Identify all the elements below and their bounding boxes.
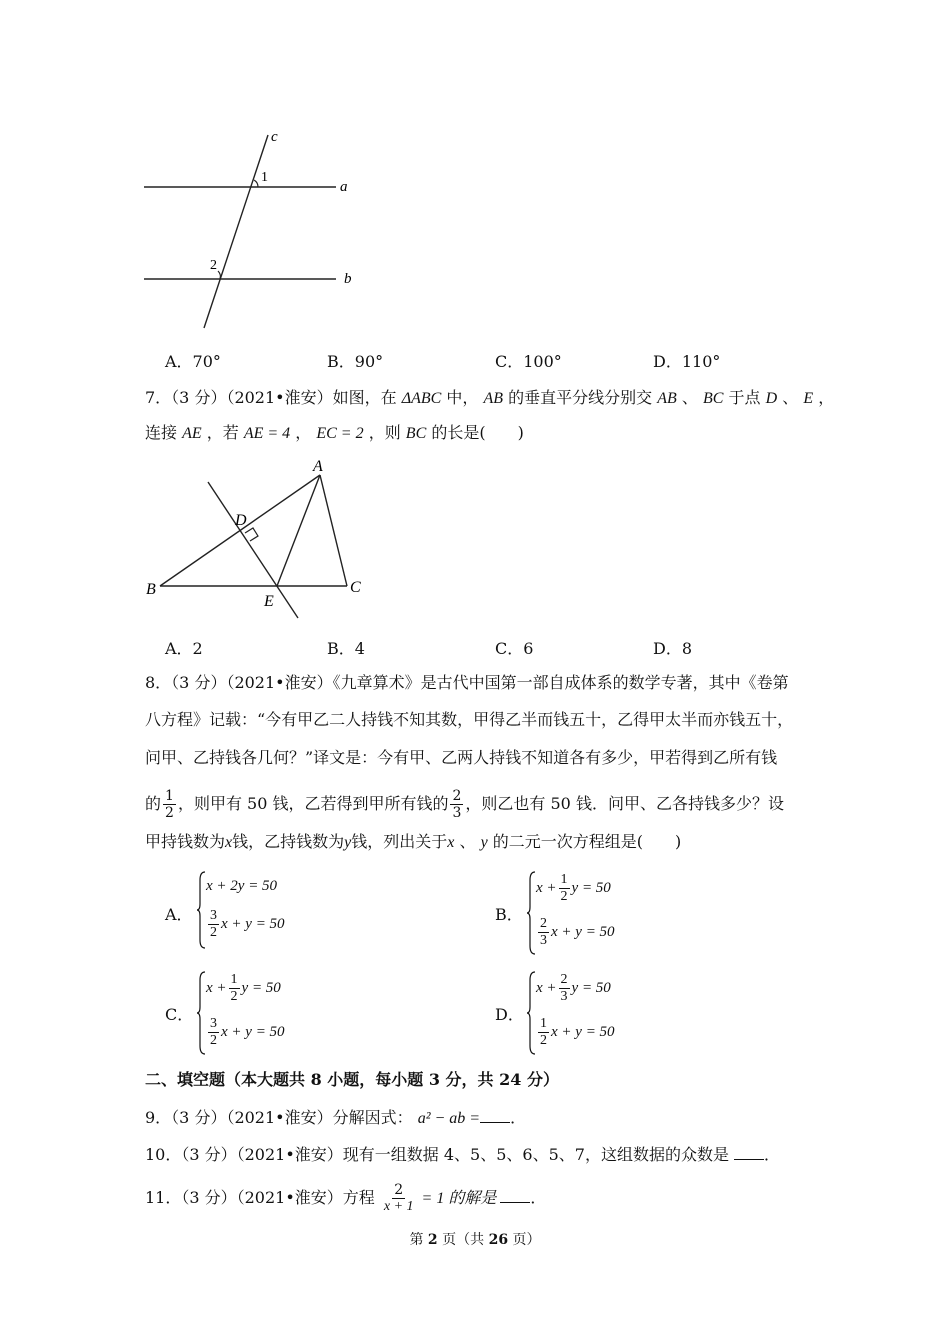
side-ac — [320, 475, 347, 586]
brace-icon — [526, 970, 536, 1056]
q7-line-2: 连接 AE ，若 AE = 4 ， EC = 2 ，则 BC 的长是( ) — [145, 423, 524, 442]
q8-a-eq1: x + 2y = 50 — [206, 878, 278, 894]
q6-option-a: A．70° — [165, 352, 221, 371]
q8-option-c-label: C． — [165, 1005, 194, 1024]
section-2-heading: 二、填空题（本大题共 8 小题，每小题 3 分，共 24 分） — [145, 1070, 559, 1089]
q6-option-b: B．90° — [327, 352, 384, 371]
q7-option-b: B．4 — [327, 639, 365, 658]
q8-option-d-system — [526, 970, 656, 1056]
q8-line-2: 八方程》记载：“今有甲乙二人持钱不知其数，甲得乙半而钱五十，乙得甲太半而亦钱五十， — [145, 710, 794, 729]
line-c — [204, 135, 268, 328]
right-angle-mark — [245, 528, 258, 541]
q8-option-b-label: B． — [495, 905, 523, 924]
label-E: E — [264, 593, 274, 610]
brace-icon — [526, 870, 536, 956]
brace-icon — [196, 970, 206, 1056]
q8-option-b-system — [526, 870, 656, 956]
perpendicular-bisector — [208, 482, 298, 618]
label-2: 2 — [210, 258, 217, 273]
label-D: D — [235, 512, 247, 529]
label-A: A — [313, 458, 323, 475]
q8-option-c-system — [196, 970, 326, 1056]
q8-d-eq1: x + $\frac{2}{3}$ y = 50 — [536, 972, 611, 1004]
q8-option-d-label: D． — [495, 1005, 524, 1024]
q6-option-c: C．100° — [495, 352, 562, 371]
q8-line-3: 问甲、乙持钱各几何？”译文是：今有甲、乙两人持钱不知道各有多少，甲若得到乙所有钱 — [145, 748, 778, 767]
figure-parallel-lines — [130, 125, 370, 340]
q6-option-d: D．110° — [653, 352, 721, 371]
q8-line-5: 甲持钱数为x钱，乙持钱数为y钱，列出关于x 、 y 的二元一次方程组是( ) — [145, 832, 682, 851]
angle-2-arc — [218, 271, 220, 279]
segment-ae — [277, 475, 320, 586]
q8-line-1: 8．（3 分）（2021•淮安）《九章算术》是古代中国第一部自成体系的数学专著，其中《卷第 — [145, 673, 789, 692]
q8-option-a-label: A． — [165, 905, 193, 924]
label-1: 1 — [261, 170, 268, 185]
brace-icon — [196, 870, 206, 950]
q9: 9．（3 分）（2021•淮安）分解因式： a² − ab = ． — [145, 1108, 527, 1127]
q8-c-eq2: $\frac{3}{2}$ x + y = 50 — [210, 1016, 285, 1048]
label-a: a — [340, 179, 348, 195]
q8-b-eq2: $\frac{2}{3}$ x + y = 50 — [540, 916, 615, 948]
answer-blank — [480, 1108, 510, 1123]
figure-triangle — [140, 455, 380, 625]
label-c: c — [271, 129, 278, 145]
answer-blank — [500, 1188, 530, 1203]
q8-c-eq1: x + $\frac{1}{2}$ y = 50 — [206, 972, 281, 1004]
label-B: B — [146, 581, 156, 598]
q7-option-a: A．2 — [165, 639, 203, 658]
label-C: C — [350, 579, 361, 596]
q7-option-c: C．6 — [495, 639, 534, 658]
q8-line-4: 的 $\frac{1}{2}$ ，则甲有 50 钱，乙若得到甲所有钱的 $\frac{2}{3}$ ，则乙也有 50 钱．问甲、乙各持钱多少？设 — [145, 788, 784, 821]
q8-d-eq2: $\frac{1}{2}$ x + y = 50 — [540, 1016, 615, 1048]
q7-line-1: 7．（3 分）（2021•淮安）如图，在 ΔABC 中， AB 的垂直平分线分别交 AB 、 BC 于点 D 、 E ， — [145, 388, 835, 407]
q8-option-a-system — [196, 870, 326, 950]
q7-option-d: D．8 — [653, 639, 693, 658]
q10: 10．（3 分）（2021•淮安）现有一组数据 4、5、5、6、5、7，这组数据的众数是 ． — [145, 1145, 781, 1164]
label-b: b — [344, 271, 352, 287]
angle-1-arc — [254, 180, 258, 187]
page-footer: 第 2 页（共 26 页） — [409, 1232, 541, 1248]
q8-a-eq2: $\frac{3}{2}$ x + y = 50 — [210, 908, 285, 940]
answer-blank — [734, 1145, 764, 1160]
q8-b-eq1: x + $\frac{1}{2}$ y = 50 — [536, 872, 611, 904]
q11: 11．（3 分）（2021•淮安）方程 $\frac{2}{x + 1}$ = 1 的解是 ． — [145, 1182, 547, 1214]
